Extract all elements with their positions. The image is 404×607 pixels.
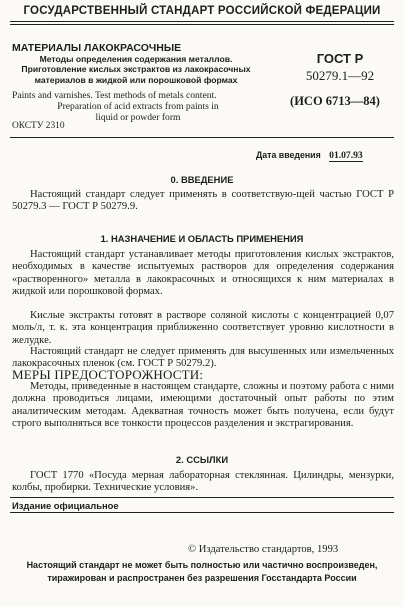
gost-label: ГОСТ Р (316, 51, 364, 66)
gost-code: 50279.1—92 (305, 68, 375, 83)
date-label: Дата введения (256, 150, 321, 160)
gost-number (290, 50, 390, 84)
document-title: МАТЕРИАЛЫ ЛАКОКРАСОЧНЫЕ (12, 42, 182, 54)
notice-line: Настоящий стандарт не может быть полностью или частично воспроизведен, (26, 560, 378, 570)
title-block-rule (10, 137, 394, 138)
header-rule-bottom (10, 24, 394, 25)
official-edition-label: Издание официальное (12, 500, 119, 511)
scope-paragraph-3: Настоящий стандарт не следует применять для высушенных или измельченных лакокрасочных пленок (см. ГОСТ Р 50279.2). (12, 346, 394, 370)
subtitle-line: материалов в жидкой или порошковой формах (34, 74, 238, 85)
references-heading: 2. ССЫЛКИ (175, 454, 229, 465)
reproduction-notice (0, 559, 404, 585)
scope-heading: 1. НАЗНАЧЕНИЕ И ОБЛАСТЬ ПРИМЕНЕНИЯ (100, 233, 304, 244)
edition-rule (10, 512, 394, 513)
date-value: 01.07.93 (329, 150, 363, 161)
iso-reference: (ИСО 6713—84) (290, 94, 380, 108)
effective-date (256, 150, 363, 161)
standard-header: ГОСУДАРСТВЕННЫЙ СТАНДАРТ РОССИЙСКОЙ ФЕДЕРАЦИИ (23, 5, 381, 17)
scope-paragraph-1: Настоящий стандарт устанавливает методы приготовления кислых экстрактов, необходимых в качестве испытуемых растворов для определения содержания «растворенного» металла в лакокрасочных и относящихся к ним материалах в жидкой или порошковой формах. (12, 249, 394, 297)
copyright: © Издательство стандартов, 1993 (188, 544, 339, 555)
document-subtitle (12, 54, 260, 85)
scope-paragraph-2: Кислые экстракты готовят в растворе соляной кислоты с концентрацией 0,07 моль/л, т. к. эта концентрация приближенно соответствует уровню кислотности в желудке. (12, 310, 394, 346)
english-line: liquid or powder form (95, 112, 181, 123)
notice-line: тиражирован и распространен без разрешения Госстандарта России (47, 573, 357, 583)
header-rule-top (10, 21, 394, 22)
references-paragraph: ГОСТ 1770 «Посуда мерная лабораторная стеклянная. Цилиндры, мензурки, колбы, пробирки. Технические условия». (12, 470, 394, 494)
okstu-code: ОКСТУ 2310 (12, 121, 65, 131)
footer-rule (10, 497, 394, 498)
subtitle-line: Методы определения содержания металлов. (39, 54, 233, 64)
english-title (12, 90, 264, 123)
subtitle-line: Приготовление кислых экстрактов из лакокрасочных (21, 64, 251, 75)
intro-paragraph: Настоящий стандарт следует применять в соответствую-щей частью ГОСТ Р 50279.3 — ГОСТ Р 50279.9. (12, 189, 394, 213)
warning-title: МЕРЫ ПРЕДОСТОРОЖНОСТИ: (12, 367, 204, 382)
intro-heading: 0. ВВЕДЕНИЕ (170, 174, 234, 185)
warning-paragraph: Методы, приведенные в настоящем стандарте, сложны и поэтому работа с ними должна проводиться лицами, имеющими достаточный опыт работы по этим аналитическим методам. Адекватная точность может быть получена, если будут строго выполняться все тонкости процессов разделения и экстрагирования. (12, 381, 394, 429)
english-line: Preparation of acid extracts from paints in (57, 101, 219, 112)
english-line: Paints and varnishes. Test methods of metals content. (12, 90, 217, 101)
